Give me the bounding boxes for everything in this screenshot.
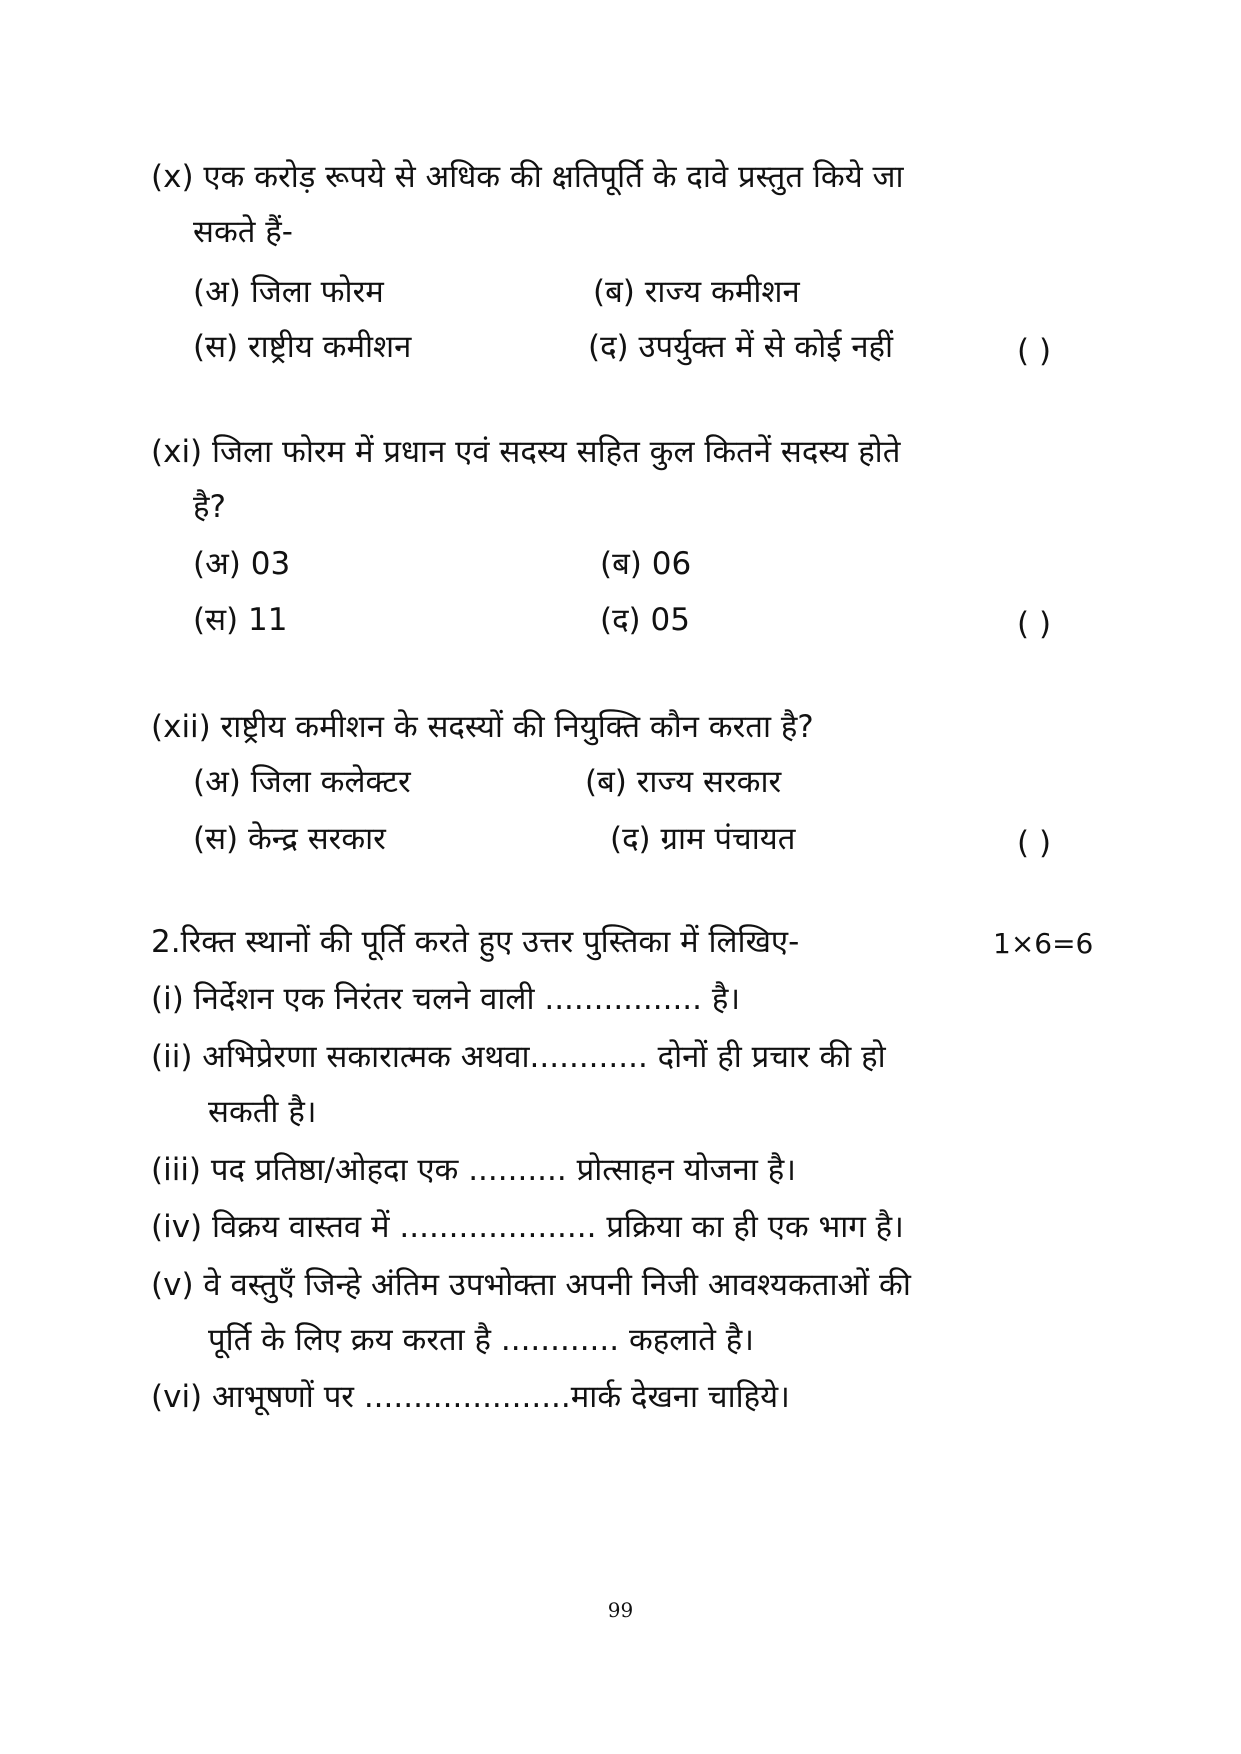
question-number: (xi) [151,434,203,470]
option-c: (स) 11 [193,602,288,638]
option-a: (अ) 03 [193,546,291,582]
fill-blank-item: (iv) विक्रय वास्तव में .................... प्रक्रिया का ही एक भाग है। [151,1209,904,1245]
option-d: (द) 05 [600,602,690,638]
section2-marks: 1×6=6 [993,927,1094,960]
fill-blank-item-continued: सकती है। [208,1094,317,1130]
option-b: (ब) 06 [600,546,692,582]
page-number: 99 [607,1598,634,1622]
fill-blank-item: (vi) आभूषणों पर .....................मार्क देखना चाहिये। [151,1379,790,1415]
question-xi-line2: है? [193,489,226,525]
answer-bracket: ( ) [1017,333,1052,369]
option-d: (द) ग्राम पंचायत [610,821,796,857]
fill-blank-item-continued: पूर्ति के लिए क्रय करता है ............ कहलाते है। [208,1322,755,1358]
option-b: (ब) राज्य सरकार [585,764,782,800]
answer-bracket: ( ) [1017,606,1052,642]
question-text: राष्ट्रीय कमीशन के सदस्यों की नियुक्ति कौन करता है? [220,709,814,745]
question-number: (xii) [151,709,211,745]
question-text: एक करोड़ रूपये से अधिक की क्षतिपूर्ति के दावे प्रस्तुत किये जा [203,159,904,195]
option-d: (द) उपर्युक्त में से कोई नहीं [588,329,894,365]
fill-blank-item: (i) निर्देशन एक निरंतर चलने वाली ................ है। [151,981,741,1017]
question-text: जिला फोरम में प्रधान एवं सदस्य सहित कुल कितनें सदस्य होते [212,434,901,470]
question-xi-line1 [151,435,900,471]
section2-heading: 2.रिक्त स्थानों की पूर्ति करते हुए उत्तर पुस्तिका में लिखिए- [151,924,800,960]
question-x-line2: सकते हैं- [193,214,293,250]
option-c: (स) राष्ट्रीय कमीशन [193,329,412,365]
question-xii-line1 [151,710,814,746]
question-x-line1 [151,160,904,196]
answer-bracket: ( ) [1017,825,1052,861]
option-a: (अ) जिला कलेक्टर [193,764,411,800]
question-number: (x) [151,159,194,195]
fill-blank-item: (ii) अभिप्रेरणा सकारात्मक अथवा............ दोनों ही प्रचार की हो [151,1039,886,1075]
fill-blank-item: (v) वे वस्तुएँ जिन्हे अंतिम उपभोक्ता अपनी निजी आवश्यकताओं की [151,1267,911,1303]
option-b: (ब) राज्य कमीशन [593,274,800,310]
option-a: (अ) जिला फोरम [193,274,384,310]
fill-blank-item: (iii) पद प्रतिष्ठा/ओहदा एक .......... प्रोत्साहन योजना है। [151,1152,796,1188]
option-c: (स) केन्द्र सरकार [193,821,386,857]
